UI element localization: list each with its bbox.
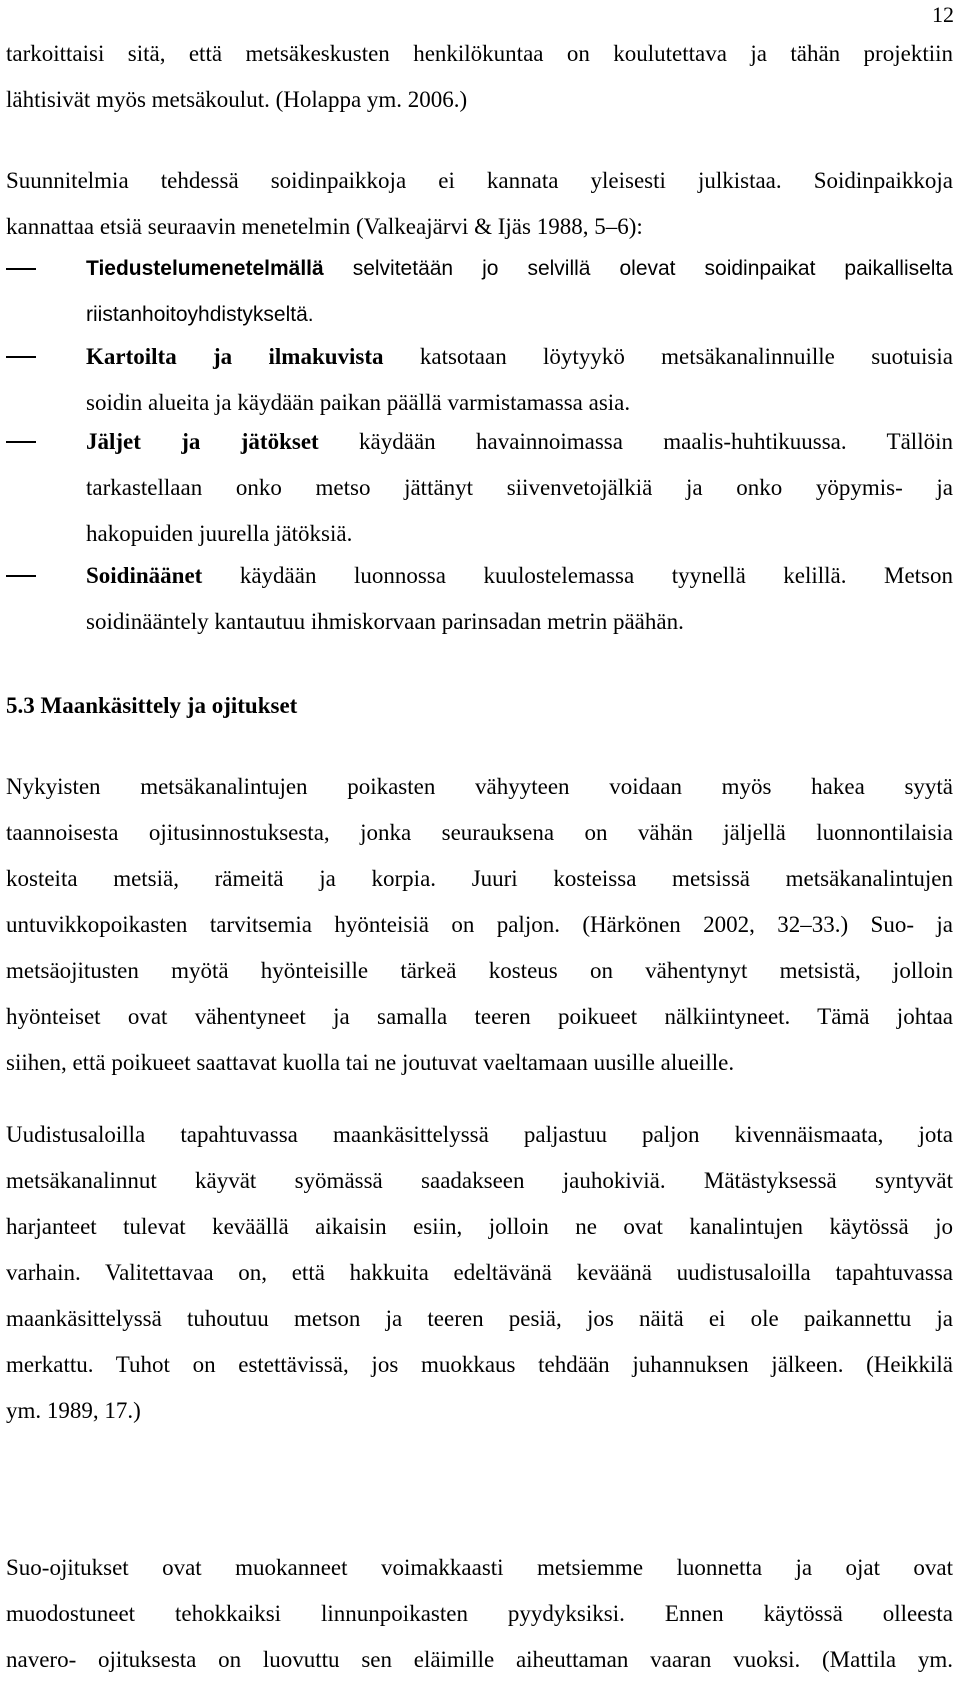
method-text: käydään luonnossa kuulostelemassa tyynellä kelillä. Metson — [202, 563, 953, 588]
text-line: muodostuneet tehokkaiksi linnunpoikasten pyydyksiksi. Ennen käytössä olleesta — [6, 1601, 953, 1626]
text-line: soidin alueita ja käydään paikan päällä varmistamassa asia. — [86, 390, 631, 415]
text-line: merkattu. Tuhot on estettävissä, jos muokkaus tehdään juhannuksen jälkeen. (Heikkilä — [6, 1352, 953, 1377]
text-line: taannoisesta ojitusinnostuksesta, jonka seurauksena on vähän jäljellä luonnontilaisia — [6, 820, 953, 845]
text-line: harjanteet tulevat keväällä aikaisin esiin, jolloin ne ovat kanalintujen käytössä jo — [6, 1214, 953, 1239]
text-line: tarkastellaan onko metso jättänyt siivenvetojälkiä ja onko yöpymis- ja — [86, 475, 953, 500]
text-line: lähtisivät myös metsäkoulut. (Holappa ym. 2006.) — [6, 87, 468, 112]
text-line: varhain. Valitettavaa on, että hakkuita edeltävänä keväänä uudistusaloilla tapahtuvassa — [6, 1260, 953, 1285]
dash-bullet-icon — [6, 441, 36, 443]
body-paragraph — [6, 1112, 953, 1434]
text-line: metsäkanalinnut käyvät syömässä saadakseen jauhokiviä. Mätästyksessä syntyvät — [6, 1168, 953, 1193]
dash-bullet-icon — [6, 356, 36, 358]
text-line: maankäsittelyssä tuhoutuu metson ja teeren pesiä, jos näitä ei ole paikannettu ja — [6, 1306, 953, 1331]
text-line: Nykyisten metsäkanalintujen poikasten vähyyteen voidaan myös hakea syytä — [6, 774, 953, 799]
text-line: kosteita metsiä, rämeitä ja korpia. Juuri kosteissa metsissä metsäkanalintujen — [6, 866, 953, 891]
dash-bullet-icon — [6, 268, 36, 270]
text-line: Uudistusaloilla tapahtuvassa maankäsittelyssä paljastuu paljon kivennäismaata, jota — [6, 1122, 953, 1147]
text-line: hakopuiden juurella jätöksiä. — [86, 521, 353, 546]
text-line: Suunnitelmia tehdessä soidinpaikkoja ei kannata yleisesti julkistaa. Soidinpaikkoja — [6, 168, 953, 193]
text-line: soidinääntely kantautuu ihmiskorvaan parinsadan metrin päähän. — [86, 609, 684, 634]
text-line: siihen, että poikueet saattavat kuolla tai ne joutuvat vaeltamaan uusille alueille. — [6, 1050, 735, 1075]
text-line: metsäojitusten myötä hyönteisille tärkeä kosteus on vähentynyt metsistä, jolloin — [6, 958, 953, 983]
body-paragraph — [6, 1545, 953, 1683]
method-term: Tiedustelumenetelmällä — [86, 257, 324, 280]
page-number: 12 — [932, 2, 954, 27]
method-text: katsotaan löytyykö metsäkanalinnuille suotuisia — [383, 344, 953, 369]
section-heading: 5.3 Maankäsittely ja ojitukset — [6, 693, 298, 718]
method-text: käydään havainnoimassa maalis-huhtikuussa. Tällöin — [318, 429, 953, 454]
text-line: ym. 1989, 17.) — [6, 1398, 141, 1423]
text-line: kannattaa etsiä seuraavin menetelmin (Valkeajärvi & Ijäs 1988, 5–6): — [6, 214, 643, 239]
method-text: selvitetään jo selvillä olevat soidinpaikat paikalliselta — [323, 257, 953, 280]
text-line: tarkoittaisi sitä, että metsäkeskusten henkilökuntaa on koulutettava ja tähän projektiin — [6, 41, 953, 66]
methods-paragraph — [6, 158, 953, 250]
text-line: navero- ojituksesta on luovuttu sen eläimille aiheuttaman vaaran vuoksi. (Mattila ym. — [6, 1647, 953, 1672]
text-line: Suo-ojitukset ovat muokanneet voimakkaasti metsiemme luonnetta ja ojat ovat — [6, 1555, 953, 1580]
method-term: Jäljet ja jätökset — [86, 429, 319, 454]
method-term: Soidinäänet — [86, 563, 203, 588]
dash-bullet-icon — [6, 575, 36, 577]
intro-paragraph — [6, 31, 953, 123]
text-line: hyönteiset ovat vähentyneet ja samalla teeren poikueet nälkiintyneet. Tämä johtaa — [6, 1004, 953, 1029]
method-term: Kartoilta ja ilmakuvista — [86, 344, 384, 369]
text-line: riistanhoitoyhdistykseltä. — [86, 303, 314, 326]
body-paragraph — [6, 764, 953, 1086]
text-line: untuvikkopoikasten tarvitsemia hyönteisiä on paljon. (Härkönen 2002, 32–33.) Suo- ja — [6, 912, 953, 937]
